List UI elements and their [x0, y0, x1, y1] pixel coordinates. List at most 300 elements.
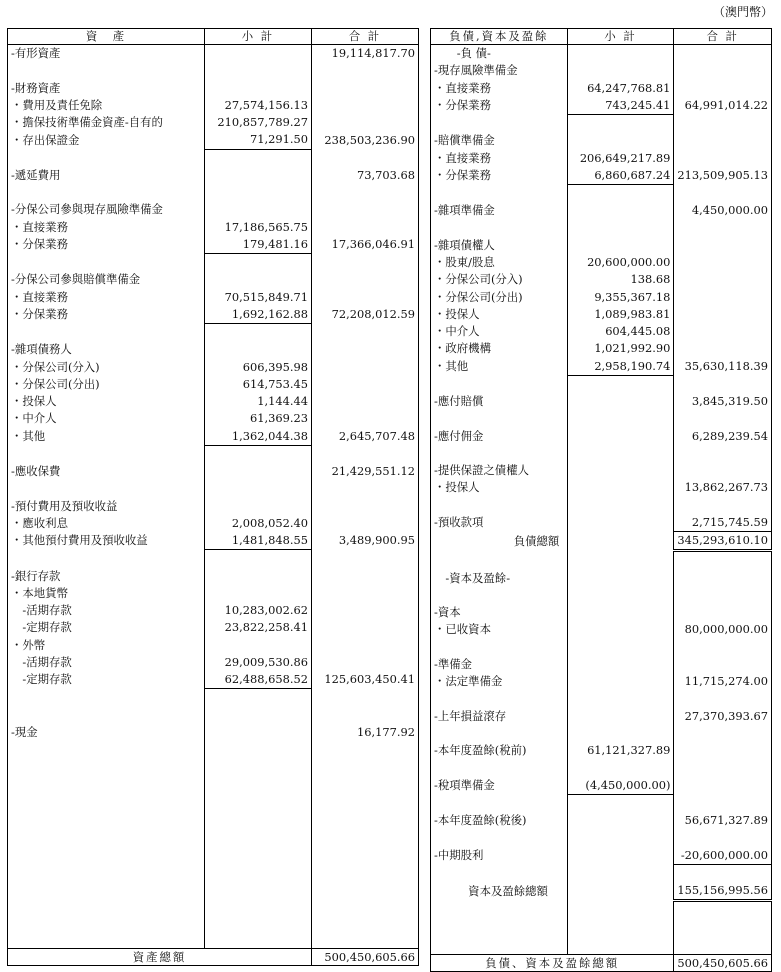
table-row: [431, 393, 772, 410]
row-subtotal: [205, 879, 312, 896]
row-total: [674, 185, 772, 203]
table-row: [431, 323, 772, 340]
row-label: -現存風險準備金: [431, 62, 568, 79]
row-total: [312, 862, 419, 879]
row-subtotal: [205, 914, 312, 931]
table-row: [431, 742, 772, 759]
row-label: [431, 794, 568, 812]
row-subtotal: 2,958,190.74: [567, 358, 674, 376]
row-subtotal: 29,009,530.86: [205, 654, 312, 671]
table-row: [431, 759, 772, 776]
row-total: [674, 829, 772, 846]
row-total: 64,991,014.22: [674, 97, 772, 115]
row-label: -預付費用及預收收益: [8, 498, 205, 515]
row-total: 213,509,905.13: [674, 167, 772, 185]
table-row: [431, 479, 772, 496]
row-total: 11,715,274.00: [674, 673, 772, 690]
table-row: [431, 864, 772, 882]
row-subtotal: [205, 498, 312, 515]
table-row: [431, 132, 772, 149]
row-label: ・政府機構: [431, 340, 568, 357]
table-row: [8, 879, 419, 896]
row-subtotal: [567, 864, 674, 882]
row-subtotal: (4,450,000.00): [567, 777, 674, 795]
row-total: [674, 794, 772, 812]
assets-body: [8, 45, 419, 949]
row-label: ・法定準備金: [431, 673, 568, 690]
row-total: 56,671,327.89: [674, 812, 772, 829]
table-row: [8, 131, 419, 149]
total-header: 合 計: [674, 29, 772, 45]
row-label: ・直接業務: [8, 219, 205, 236]
row-subtotal: [205, 793, 312, 810]
row-label: -準備金: [431, 656, 568, 673]
table-row: [431, 289, 772, 306]
row-subtotal: [205, 254, 312, 272]
row-label: -負 債-: [431, 45, 568, 63]
table-row: [431, 829, 772, 846]
row-label: -本年度盈餘(稅後): [431, 812, 568, 829]
row-subtotal: [205, 167, 312, 184]
row-subtotal: [205, 896, 312, 913]
row-total: [312, 271, 419, 288]
row-subtotal: 20,600,000.00: [567, 254, 674, 271]
row-label: ・外幣: [8, 637, 205, 654]
table-row: [431, 428, 772, 445]
liabilities-total-label: 負債、資本及盈餘總額: [431, 955, 674, 972]
row-label: ・分保公司(分出): [431, 289, 568, 306]
row-subtotal: 1,144.44: [205, 393, 312, 410]
row-label: [8, 827, 205, 844]
table-row: [431, 340, 772, 357]
row-label: [431, 901, 568, 920]
row-label: -應付賠償: [431, 393, 568, 410]
row-label: ・分保業務: [431, 167, 568, 185]
row-subtotal: 23,822,258.41: [205, 619, 312, 636]
row-total: [312, 602, 419, 619]
row-subtotal: [205, 637, 312, 654]
table-row: [8, 463, 419, 480]
row-label: -活期存款: [8, 654, 205, 671]
table-row: [8, 45, 419, 63]
row-subtotal: 70,515,849.71: [205, 289, 312, 306]
row-subtotal: 6,860,687.24: [567, 167, 674, 185]
table-row: [431, 690, 772, 707]
row-total: [312, 393, 419, 410]
row-total: [674, 551, 772, 570]
row-label: [8, 896, 205, 913]
liabilities-total-row: [431, 955, 772, 972]
row-total: [312, 776, 419, 793]
table-row: [431, 497, 772, 514]
row-subtotal: [567, 514, 674, 532]
row-total: 16,177.92: [312, 724, 419, 741]
row-subtotal: [205, 741, 312, 758]
table-row: [431, 777, 772, 795]
row-label: -本年度盈餘(稅前): [431, 742, 568, 759]
row-subtotal: [205, 724, 312, 741]
row-label: ・投保人: [431, 306, 568, 323]
row-total: 2,715,745.59: [674, 514, 772, 532]
row-total: [674, 587, 772, 604]
row-subtotal: 61,121,327.89: [567, 742, 674, 759]
table-row: [8, 689, 419, 707]
row-label: [8, 879, 205, 896]
row-subtotal: [567, 202, 674, 219]
row-subtotal: [205, 931, 312, 949]
row-total: [674, 254, 772, 271]
row-label: [8, 550, 205, 568]
table-row: [431, 254, 772, 271]
row-total: [312, 324, 419, 342]
row-label: [8, 862, 205, 879]
row-subtotal: [205, 707, 312, 724]
row-total: 13,862,267.73: [674, 479, 772, 496]
row-total: [674, 864, 772, 882]
row-subtotal: [205, 45, 312, 63]
row-label: -雜項準備金: [431, 202, 568, 219]
row-label: ・分保公司(分入): [8, 359, 205, 376]
row-total: [312, 498, 419, 515]
table-row: [8, 515, 419, 532]
row-total: [312, 568, 419, 585]
row-label: -有形資產: [8, 45, 205, 63]
table-row: [8, 585, 419, 602]
row-label: ・應收利息: [8, 515, 205, 532]
table-row: [431, 271, 772, 288]
row-subtotal: 179,481.16: [205, 236, 312, 254]
row-subtotal: [567, 708, 674, 725]
row-label: -提供保證之債權人: [431, 462, 568, 479]
row-subtotal: [205, 201, 312, 218]
row-subtotal: [567, 532, 674, 551]
row-subtotal: [567, 185, 674, 203]
table-row: [431, 237, 772, 254]
row-total: 21,429,551.12: [312, 463, 419, 480]
row-total: [312, 550, 419, 568]
table-row: [8, 810, 419, 827]
row-subtotal: 606,395.98: [205, 359, 312, 376]
row-subtotal: 10,283,002.62: [205, 602, 312, 619]
row-subtotal: [205, 827, 312, 844]
row-total: [674, 725, 772, 742]
row-total: 35,630,118.39: [674, 358, 772, 376]
row-label: [431, 690, 568, 707]
table-row: [8, 219, 419, 236]
row-subtotal: [567, 220, 674, 237]
row-total: [674, 220, 772, 237]
row-subtotal: [567, 115, 674, 133]
row-subtotal: [567, 673, 674, 690]
table-row: [8, 289, 419, 306]
table-row: [8, 550, 419, 568]
table-row: [431, 150, 772, 167]
row-subtotal: 614,753.45: [205, 376, 312, 393]
row-label: ・其他: [431, 358, 568, 376]
row-label: -雜項債權人: [431, 237, 568, 254]
table-row: [431, 410, 772, 427]
row-total: [312, 97, 419, 114]
row-label: -分保公司參與現存風險準備金: [8, 201, 205, 218]
table-row: [8, 862, 419, 879]
row-label: ・中介人: [431, 323, 568, 340]
table-row: [8, 914, 419, 931]
table-row: [431, 375, 772, 393]
row-label: [8, 914, 205, 931]
table-row: [431, 551, 772, 570]
row-subtotal: [205, 324, 312, 342]
table-row: [8, 707, 419, 724]
row-total: [674, 639, 772, 656]
row-label: 負債總額: [431, 532, 568, 551]
row-label: -資本: [431, 604, 568, 621]
table-row: [431, 882, 772, 901]
table-row: [431, 45, 772, 63]
row-label: ・直接業務: [431, 80, 568, 97]
row-label: [431, 829, 568, 846]
row-label: [8, 810, 205, 827]
table-row: [431, 708, 772, 725]
row-label: [8, 445, 205, 463]
table-row: [8, 80, 419, 97]
table-row: [8, 114, 419, 131]
currency-note: （澳門幣）: [712, 5, 773, 19]
row-total: 17,366,046.91: [312, 236, 419, 254]
row-total: [312, 827, 419, 844]
row-total: [674, 289, 772, 306]
row-label: [8, 480, 205, 497]
row-label: -上年損益滾存: [431, 708, 568, 725]
row-subtotal: [205, 810, 312, 827]
table-row: [431, 901, 772, 920]
row-total: [312, 359, 419, 376]
table-row: [8, 602, 419, 619]
row-label: ・存出保證金: [8, 131, 205, 149]
liabilities-body: [431, 45, 772, 955]
row-total: 27,370,393.67: [674, 708, 772, 725]
row-subtotal: [567, 587, 674, 604]
table-row: [8, 619, 419, 636]
row-label: -活期存款: [8, 602, 205, 619]
row-label: 資本及盈餘總額: [431, 882, 568, 901]
row-subtotal: 1,481,848.55: [205, 532, 312, 550]
row-total: [674, 901, 772, 920]
table-row: [8, 324, 419, 342]
row-subtotal: 71,291.50: [205, 131, 312, 149]
row-subtotal: [567, 375, 674, 393]
row-subtotal: [567, 428, 674, 445]
row-total: [312, 376, 419, 393]
table-row: [431, 462, 772, 479]
table-row: [8, 568, 419, 585]
table-row: [8, 393, 419, 410]
table-row: [8, 359, 419, 376]
row-total: [312, 515, 419, 532]
row-subtotal: [567, 462, 674, 479]
row-total: [312, 758, 419, 775]
assets-total-row: [8, 949, 419, 966]
row-subtotal: [567, 237, 674, 254]
row-total: [312, 879, 419, 896]
row-label: ・分保公司(分入): [431, 271, 568, 288]
row-subtotal: [567, 639, 674, 656]
row-label: [431, 497, 568, 514]
row-subtotal: [567, 621, 674, 638]
table-row: [8, 167, 419, 184]
row-total: [674, 445, 772, 462]
table-row: [8, 428, 419, 446]
row-label: [8, 845, 205, 862]
row-label: [431, 920, 568, 937]
row-label: ・分保業務: [8, 236, 205, 254]
table-row: [8, 149, 419, 167]
row-total: 3,489,900.95: [312, 532, 419, 550]
row-total: 3,845,319.50: [674, 393, 772, 410]
row-label: ・已收資本: [431, 621, 568, 638]
table-row: [431, 97, 772, 115]
row-label: [431, 639, 568, 656]
row-label: [431, 759, 568, 776]
row-subtotal: [567, 725, 674, 742]
table-row: [8, 793, 419, 810]
row-subtotal: [567, 497, 674, 514]
row-total: [312, 201, 419, 218]
table-row: [8, 201, 419, 218]
row-subtotal: [567, 920, 674, 937]
row-total: 345,293,610.10: [674, 532, 772, 551]
row-total: [312, 810, 419, 827]
row-label: -現金: [8, 724, 205, 741]
table-row: [431, 587, 772, 604]
row-subtotal: 27,574,156.13: [205, 97, 312, 114]
row-subtotal: [567, 570, 674, 587]
row-label: [431, 410, 568, 427]
table-row: [431, 794, 772, 812]
row-label: [8, 758, 205, 775]
row-subtotal: [567, 410, 674, 427]
row-total: [312, 585, 419, 602]
row-label: -賠償準備金: [431, 132, 568, 149]
row-label: -稅項準備金: [431, 777, 568, 795]
row-label: [8, 689, 205, 707]
row-total: 73,703.68: [312, 167, 419, 184]
row-label: ・本地貨幣: [8, 585, 205, 602]
row-subtotal: [567, 794, 674, 812]
table-row: [431, 673, 772, 690]
row-total: [674, 497, 772, 514]
row-total: [312, 637, 419, 654]
row-label: ・擔保技術準備金資產-自有的: [8, 114, 205, 131]
row-total: 72,208,012.59: [312, 306, 419, 324]
table-row: [431, 532, 772, 551]
row-label: [431, 445, 568, 462]
table-row: [8, 845, 419, 862]
table-row: [8, 741, 419, 758]
table-row: [431, 920, 772, 937]
table-row: [8, 532, 419, 550]
table-row: [8, 776, 419, 793]
row-label: ・股東/股息: [431, 254, 568, 271]
table-row: [431, 656, 772, 673]
row-total: [674, 150, 772, 167]
row-subtotal: 9,355,367.18: [567, 289, 674, 306]
row-label: [8, 776, 205, 793]
table-row: [431, 514, 772, 532]
row-total: [674, 937, 772, 955]
row-total: [674, 237, 772, 254]
row-subtotal: [205, 463, 312, 480]
row-subtotal: [205, 585, 312, 602]
row-total: 155,156,995.56: [674, 882, 772, 901]
row-subtotal: [567, 690, 674, 707]
table-row: [8, 97, 419, 114]
row-label: -資本及盈餘-: [431, 570, 568, 587]
row-total: [312, 689, 419, 707]
row-label: -應收保費: [8, 463, 205, 480]
row-subtotal: [567, 551, 674, 570]
row-total: [312, 410, 419, 427]
table-row: [431, 80, 772, 97]
row-subtotal: [205, 776, 312, 793]
row-label: ・其他預付費用及預收收益: [8, 532, 205, 550]
row-subtotal: [205, 80, 312, 97]
table-row: [8, 445, 419, 463]
row-label: [8, 931, 205, 949]
row-total: [312, 184, 419, 201]
row-total: [312, 149, 419, 167]
table-row: [8, 376, 419, 393]
row-total: [674, 132, 772, 149]
row-total: [674, 45, 772, 63]
row-total: [674, 115, 772, 133]
row-subtotal: 1,021,992.90: [567, 340, 674, 357]
liabilities-header: 負債,資本及盈餘: [431, 29, 568, 45]
row-total: [674, 375, 772, 393]
row-label: -定期存款: [8, 619, 205, 636]
row-subtotal: [205, 341, 312, 358]
row-total: 4,450,000.00: [674, 202, 772, 219]
row-label: [8, 62, 205, 79]
row-total: [674, 271, 772, 288]
table-row: [431, 937, 772, 955]
row-total: [312, 480, 419, 497]
row-subtotal: [567, 829, 674, 846]
table-row: [431, 62, 772, 79]
assets-total-label: 資產總額: [8, 949, 312, 966]
row-total: 19,114,817.70: [312, 45, 419, 63]
table-row: [8, 306, 419, 324]
table-row: [8, 254, 419, 272]
row-label: -銀行存款: [8, 568, 205, 585]
row-total: [674, 759, 772, 776]
row-subtotal: [567, 656, 674, 673]
table-row: [8, 184, 419, 201]
row-subtotal: [205, 62, 312, 79]
table-row: [8, 724, 419, 741]
row-label: -中期股利: [431, 847, 568, 865]
row-total: [312, 341, 419, 358]
table-row: [431, 570, 772, 587]
assets-header: 資 產: [8, 29, 205, 45]
row-label: [8, 254, 205, 272]
row-subtotal: 138.68: [567, 271, 674, 288]
row-total: 6,289,239.54: [674, 428, 772, 445]
row-total: [312, 254, 419, 272]
row-total: [674, 62, 772, 79]
row-subtotal: [205, 550, 312, 568]
row-subtotal: [205, 480, 312, 497]
row-label: [8, 149, 205, 167]
